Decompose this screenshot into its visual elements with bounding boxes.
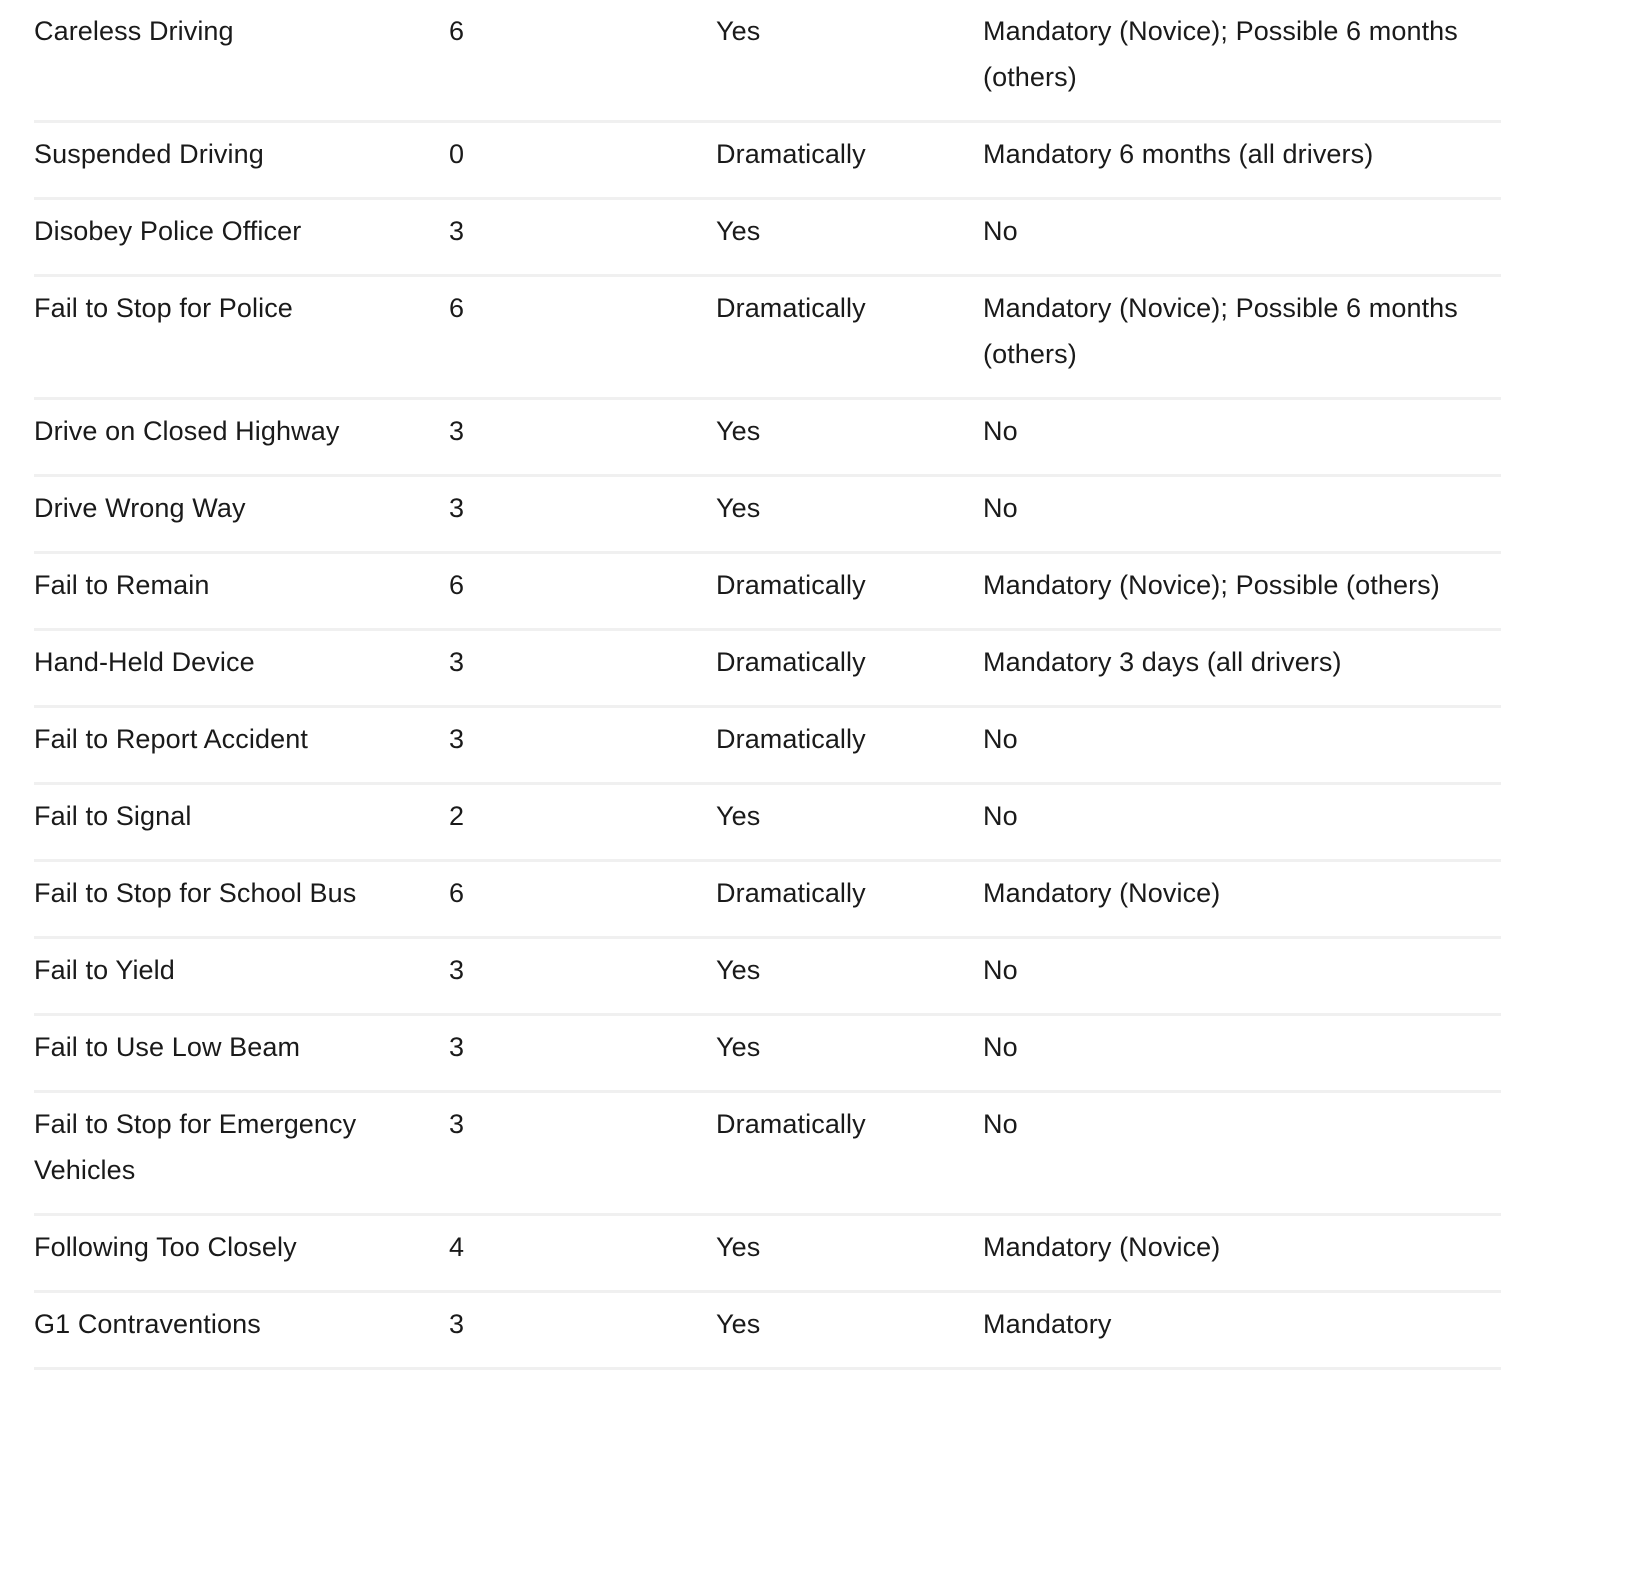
table-row	[34, 939, 1501, 1016]
table-row	[34, 1293, 1501, 1370]
points-cell: 0	[449, 139, 465, 169]
points-cell: 6	[449, 878, 465, 908]
table-row	[34, 708, 1501, 785]
points-cell: 3	[449, 416, 465, 446]
table-row	[34, 1016, 1501, 1093]
points-cell: 4	[449, 1232, 465, 1262]
offence-cell: Fail to Yield	[34, 955, 175, 985]
offence-cell: Fail to Stop for School Bus	[34, 878, 357, 908]
table-row	[34, 123, 1501, 200]
points-cell: 6	[449, 16, 465, 46]
offence-cell: Fail to Use Low Beam	[34, 1032, 301, 1062]
points-cell: 2	[449, 801, 465, 831]
offence-cell: Drive on Closed Highway	[34, 416, 340, 446]
insurance-impact-cell: Yes	[716, 955, 761, 985]
offence-cell: Suspended Driving	[34, 139, 264, 169]
table-row	[34, 554, 1501, 631]
suspension-cell: Mandatory (Novice)	[983, 1232, 1221, 1262]
insurance-impact-cell: Dramatically	[716, 1109, 866, 1139]
suspension-cell: No	[983, 955, 1018, 985]
table-row	[34, 200, 1501, 277]
offence-cell: Fail to Stop for Emergency Vehicles	[34, 1109, 357, 1185]
suspension-cell: No	[983, 1109, 1018, 1139]
offence-cell: Fail to Stop for Police	[34, 293, 293, 323]
table-row	[34, 1216, 1501, 1293]
points-cell: 3	[449, 955, 465, 985]
offence-cell: Fail to Report Accident	[34, 724, 308, 754]
insurance-impact-cell: Dramatically	[716, 139, 866, 169]
table-row	[34, 862, 1501, 939]
insurance-impact-cell: Yes	[716, 801, 761, 831]
table-row	[34, 0, 1501, 123]
points-cell: 3	[449, 724, 465, 754]
offences-table	[34, 0, 1501, 1370]
suspension-cell: Mandatory (Novice)	[983, 878, 1221, 908]
insurance-impact-cell: Yes	[716, 1032, 761, 1062]
insurance-impact-cell: Yes	[716, 493, 761, 523]
table-row	[34, 631, 1501, 708]
table-row	[34, 400, 1501, 477]
points-cell: 3	[449, 493, 465, 523]
suspension-cell: Mandatory (Novice); Possible 6 months (others)	[983, 16, 1458, 92]
insurance-impact-cell: Yes	[716, 16, 761, 46]
insurance-impact-cell: Dramatically	[716, 724, 866, 754]
insurance-impact-cell: Dramatically	[716, 878, 866, 908]
offence-cell: G1 Contraventions	[34, 1309, 261, 1339]
insurance-impact-cell: Yes	[716, 1309, 761, 1339]
insurance-impact-cell: Dramatically	[716, 647, 866, 677]
offence-cell: Drive Wrong Way	[34, 493, 246, 523]
offence-cell: Fail to Remain	[34, 570, 210, 600]
insurance-impact-cell: Dramatically	[716, 293, 866, 323]
points-cell: 6	[449, 570, 465, 600]
offence-cell: Careless Driving	[34, 16, 234, 46]
offence-cell: Disobey Police Officer	[34, 216, 302, 246]
table-row	[34, 277, 1501, 400]
offence-cell: Hand-Held Device	[34, 647, 255, 677]
suspension-cell: Mandatory (Novice); Possible 6 months (others)	[983, 293, 1458, 369]
insurance-impact-cell: Dramatically	[716, 570, 866, 600]
points-cell: 3	[449, 216, 465, 246]
points-cell: 6	[449, 293, 465, 323]
suspension-cell: No	[983, 724, 1018, 754]
points-cell: 3	[449, 1309, 465, 1339]
suspension-cell: No	[983, 416, 1018, 446]
suspension-cell: No	[983, 493, 1018, 523]
suspension-cell: No	[983, 216, 1018, 246]
suspension-cell: Mandatory 6 months (all drivers)	[983, 139, 1374, 169]
table-row	[34, 785, 1501, 862]
points-cell: 3	[449, 1032, 465, 1062]
suspension-cell: Mandatory 3 days (all drivers)	[983, 647, 1342, 677]
table-row	[34, 477, 1501, 554]
offence-cell: Fail to Signal	[34, 801, 192, 831]
table-row	[34, 1093, 1501, 1216]
suspension-cell: Mandatory (Novice); Possible (others)	[983, 570, 1440, 600]
points-cell: 3	[449, 1109, 465, 1139]
insurance-impact-cell: Yes	[716, 1232, 761, 1262]
insurance-impact-cell: Yes	[716, 416, 761, 446]
insurance-impact-cell: Yes	[716, 216, 761, 246]
suspension-cell: Mandatory	[983, 1309, 1112, 1339]
suspension-cell: No	[983, 801, 1018, 831]
offence-cell: Following Too Closely	[34, 1232, 297, 1262]
points-cell: 3	[449, 647, 465, 677]
suspension-cell: No	[983, 1032, 1018, 1062]
